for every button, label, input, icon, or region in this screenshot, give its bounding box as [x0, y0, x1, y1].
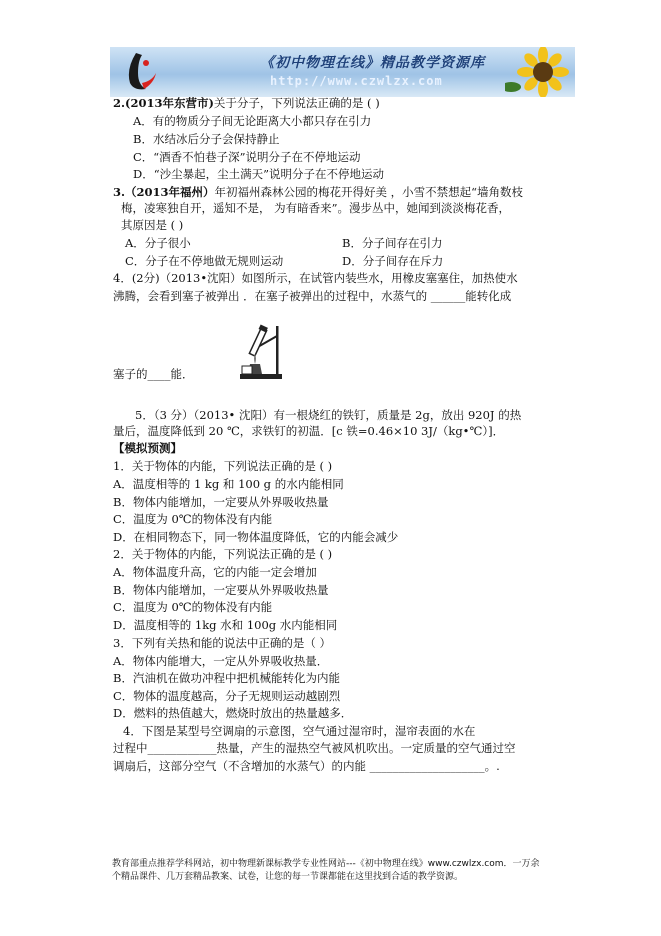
- text-line: 沸腾，会看到塞子被弹出 ．在塞子被弹出的过程中，水蒸气的 ______能转化成: [113, 289, 512, 303]
- text-line: D．在相同物态下，同一物体温度降低，它的内能会减少: [113, 530, 399, 544]
- site-logo-icon: [116, 49, 162, 95]
- text-line: B．物体内能增加，一定要从外界吸收热量: [113, 583, 329, 597]
- sunflower-icon: [505, 47, 575, 97]
- footer-line-2: 个精品课件、几万套精品教案、试卷，让您的每一节课都能在这里找到合适的教学资源。: [112, 872, 464, 882]
- text-line: C．温度为 0℃的物体没有内能: [113, 512, 273, 526]
- text-line: 1．关于物体的内能，下列说法正确的是 ( ): [113, 459, 333, 473]
- text-line: 塞子的____能．: [113, 367, 194, 381]
- banner-title: 《初中物理在线》精品教学资源库: [260, 55, 485, 71]
- text-line: A．物体温度升高，它的内能一定会增加: [113, 565, 317, 579]
- text-line: C．分子在不停地做无规则运动: [125, 254, 284, 268]
- text-line: B．分子间存在引力: [342, 236, 443, 250]
- text-line: D．温度相等的 1kg 水和 100g 水内能相同: [113, 618, 338, 632]
- footer-line-1: 教育部重点推荐学科网站，初中物理新课标教学专业性网站---《初中物理在线》www.czwlzx.com．一万余: [112, 859, 540, 869]
- text-line: 2．关于物体的内能，下列说法正确的是 ( ): [113, 547, 333, 561]
- text-line: 3.（2013年福州）年初福州森林公园的梅花开得好美 ，小雪不禁想起“墙角数枝: [113, 185, 524, 199]
- text-line: 梅，凌寒独自开，遥知不是， 为有暗香来”。漫步丛中，她闻到淡淡梅花香，: [121, 201, 511, 215]
- text-line: 4．下图是某型号空调扇的示意图，空气通过湿帘时，湿帘表面的水在: [123, 724, 476, 738]
- text-line: 调扇后，这部分空气（不含增加的水蒸气）的内能 ____________________。.: [113, 759, 500, 773]
- text-line: B．水结冰后分子会保持静止: [133, 132, 280, 146]
- text-line: C．温度为 0℃的物体没有内能: [113, 600, 273, 614]
- text-line: A．分子很小: [125, 236, 191, 250]
- text-line: B．物体内能增加，一定要从外界吸收热量: [113, 495, 329, 509]
- text-line: 3．下列有关热和能的说法中正确的是（ ）: [113, 636, 331, 650]
- text-line: 过程中____________热量，产生的湿热空气被风机吹出。一定质量的空气通过空: [113, 741, 516, 755]
- text-line: 4．(2分)（2013•沈阳）如图所示，在试管内装些水，用橡皮塞塞住，加热使水: [113, 271, 518, 285]
- text-line: 量后，温度降低到 20 ℃，求铁钉的初温．[c 铁=0.46×10 3J/（kg•℃）]．: [113, 424, 505, 438]
- text-line: 2.(2013年东营市)关于分子，下列说法正确的是 ( ): [113, 96, 380, 110]
- text-line: D．“沙尘暴起，尘土满天”说明分子在不停地运动: [133, 167, 384, 181]
- text-line: A．有的物质分子间无论距离大小都只存在引力: [133, 114, 372, 128]
- text-line: D．燃料的热值越大，燃烧时放出的热量越多．: [113, 706, 353, 720]
- text-line: A．温度相等的 1 kg 和 100 g 的水内能相同: [113, 477, 344, 491]
- text-line: D．分子间存在斥力: [342, 254, 444, 268]
- text-line: B．汽油机在做功冲程中把机械能转化为内能: [113, 671, 340, 685]
- banner-url: http://www.czwlzx.com: [270, 74, 443, 88]
- text-line: A．物体内能增大，一定从外界吸收热量．: [113, 654, 329, 668]
- text-line: 其原因是 ( ): [121, 218, 184, 232]
- test-tube-apparatus-icon: [238, 322, 284, 380]
- header-banner: [110, 47, 575, 97]
- text-line: 5．（3 分）（2013• 沈阳）有一根烧红的铁钉，质量是 2g，放出 920J 的热: [135, 408, 522, 422]
- text-line: 【模拟预测】: [113, 441, 182, 455]
- text-line: C．“酒香不怕巷子深”说明分子在不停地运动: [133, 150, 361, 164]
- text-line: C．物体的温度越高，分子无规则运动越剧烈: [113, 689, 341, 703]
